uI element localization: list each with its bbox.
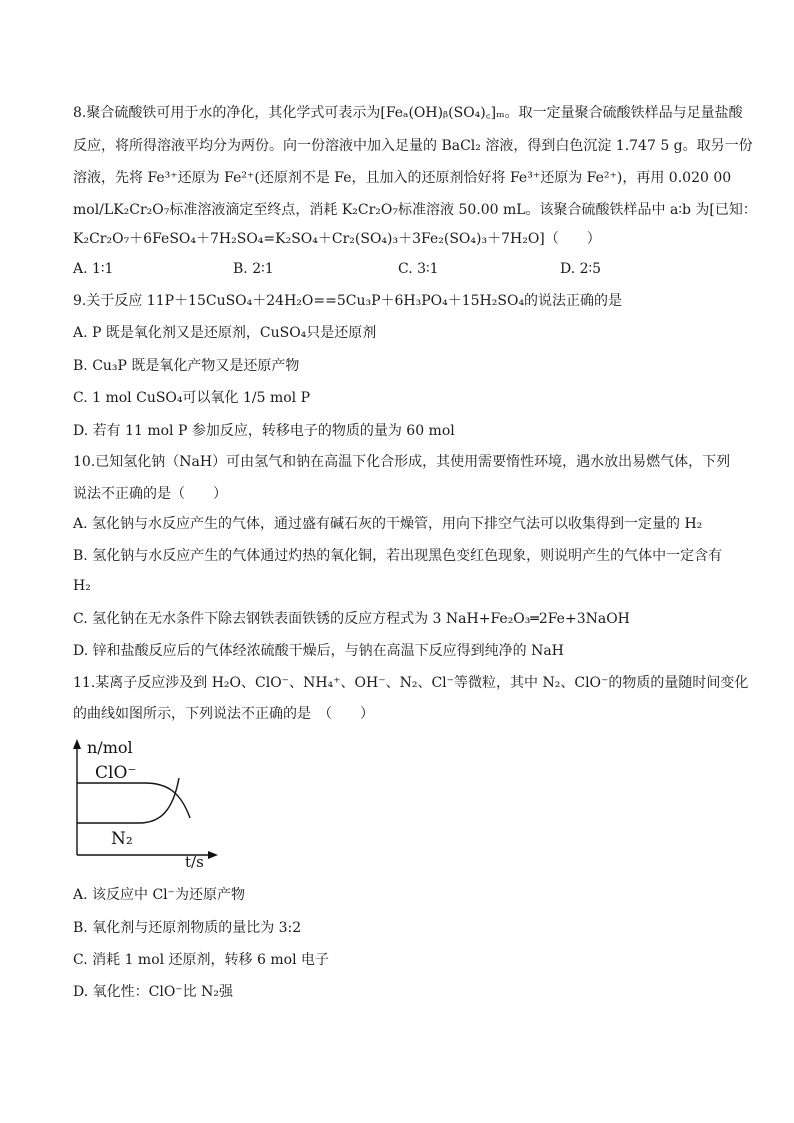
q10-option-c: C. 氢化钠在无水条件下除去钢铁表面铁锈的反应方程式为 3 NaH+Fe₂O₃═2Fe+3NaOH	[73, 611, 630, 627]
q11-stem-line-1: 11.某离子反应涉及到 H₂O、ClO⁻、NH₄⁺、OH⁻、N₂、Cl⁻等微粒，其中 N₂、ClO⁻的物质的量随时间变化	[73, 675, 749, 691]
q9-stem: 9.关于反应 11P＋15CuSO₄＋24H₂O==5Cu₃P＋6H₃PO₄＋15H₂SO₄的说法正确的是	[73, 293, 623, 309]
q10-option-d: D. 锌和盐酸反应后的气体经浓硫酸干燥后，与钠在高温下反应得到纯净的 NaH	[73, 643, 564, 659]
q8-option-c: C. 3∶1	[398, 261, 439, 277]
q11-option-b: B. 氧化剂与还原剂物质的量比为 3:2	[73, 920, 302, 936]
q9-option-a: A. P 既是氧化剂又是还原剂，CuSO₄只是还原剂	[73, 325, 377, 341]
q9-option-d: D. 若有 11 mol P 参加反应，转移电子的物质的量为 60 mol	[73, 423, 455, 439]
x-axis-arrow-icon	[208, 851, 218, 859]
q11-graph	[73, 738, 223, 870]
y-axis-label: n/mol	[87, 738, 133, 757]
q8-option-b: B. 2∶1	[233, 261, 274, 277]
q10-option-b-line-1: B. 氢化钠与水反应产生的气体通过灼热的氧化铜，若出现黑色变红色现象，则说明产生的气体中一定含有	[73, 548, 723, 564]
q9-option-c: C. 1 mol CuSO₄可以氧化 1/5 mol P	[73, 390, 310, 406]
q11-option-d: D. 氧化性：ClO⁻比 N₂强	[73, 984, 233, 1000]
q8-option-d: D. 2∶5	[560, 261, 602, 277]
x-axis-label: t/s	[185, 853, 204, 870]
q11-option-a: A. 该反应中 Cl⁻为还原产物	[73, 887, 246, 903]
q8-stem-line-1: 8.聚合硫酸铁可用于水的净化，其化学式可表示为[Feₐ(OH)ᵦ(SO₄)꜀]ₘ。取一定量聚合硫酸铁样品与足量盐酸	[73, 105, 743, 121]
q11-stem-line-2: 的曲线如图所示，下列说法不正确的是 （ ）	[73, 706, 374, 722]
y-axis-arrow-icon	[73, 739, 81, 749]
q10-option-b-line-2: H₂	[73, 578, 91, 594]
q8-stem-line-5: K₂Cr₂O₇＋6FeSO₄＋7H₂SO₄=K₂SO₄＋Cr₂(SO₄)₃＋3Fe₂(SO₄)₃＋7H₂O]（ ）	[73, 231, 601, 247]
q10-stem-line-1: 10.已知氢化钠（NaH）可由氢气和钠在高温下化合形成，其使用需要惰性环境，遇水放出易燃气体，下列	[73, 454, 731, 470]
n2-curve-label: N₂	[111, 829, 133, 849]
q8-options	[73, 259, 723, 279]
q9-option-b: B. Cu₃P 既是氧化产物又是还原产物	[73, 358, 300, 374]
n2-curve	[77, 778, 179, 823]
q10-option-a: A. 氢化钠与水反应产生的气体，通过盛有碱石灰的干燥管，用向下排空气法可以收集得到一定量的 H₂	[73, 516, 703, 532]
clo-curve-label: ClO⁻	[95, 763, 137, 783]
q8-stem-line-4: mol/LK₂Cr₂O₇标准溶液滴定至终点，消耗 K₂Cr₂O₇标准溶液 50.00 mL。该聚合硫酸铁样品中 a∶b 为[已知：	[73, 202, 757, 218]
q8-stem-line-2: 反应，将所得溶液平均分为两份。向一份溶液中加入足量的 BaCl₂ 溶液，得到白色沉淀 1.747 5 g。取另一份	[73, 138, 753, 154]
q8-option-a: A. 1∶1	[73, 261, 114, 277]
q8-stem-line-3: 溶液，先将 Fe³⁺还原为 Fe²⁺(还原剂不是 Fe，且加入的还原剂恰好将 Fe³⁺还原为 Fe²⁺)，再用 0.020 00	[73, 170, 732, 186]
q10-stem-line-2: 说法不正确的是（ ）	[73, 486, 227, 502]
q11-option-c: C. 消耗 1 mol 还原剂，转移 6 mol 电子	[73, 952, 329, 968]
